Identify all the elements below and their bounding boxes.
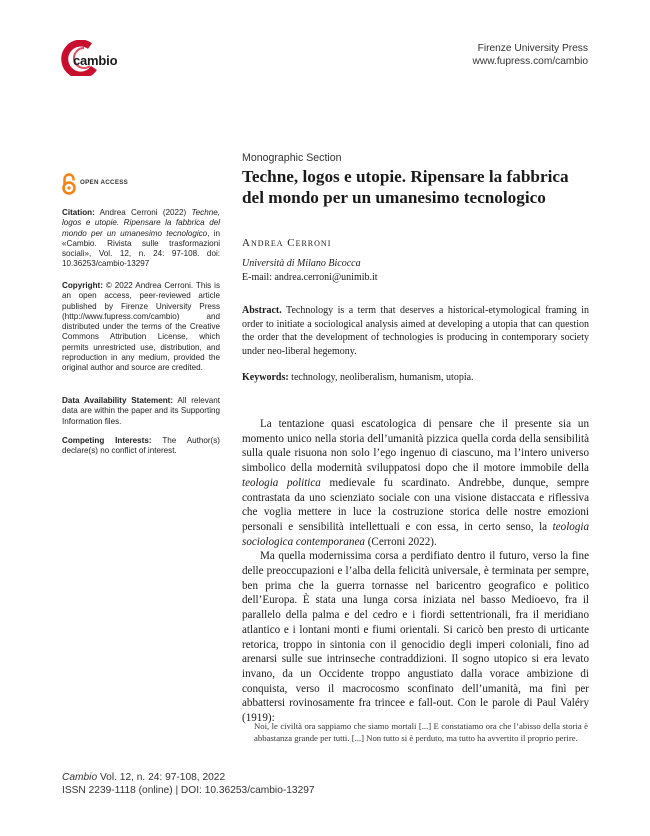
paragraph-italic: teologia sociologica contemporanea: [242, 520, 589, 548]
section-label: Monographic Section: [242, 152, 342, 164]
block-quote: Noi, le civiltà ora sappiamo che siamo mortali [...] E constatiamo ora che l’abisso della storia è abbastanza grande per tutti. [...] Non tutto si è perduto, ma tutto ha avvertito il proprio perire.: [254, 721, 588, 743]
footer-volume: Vol. 12, n. 24: 97-108, 2022: [99, 772, 226, 783]
author-affiliation: Università di Milano Bicocca: [242, 258, 361, 269]
data-availability-text: All relevant data are within the paper and its Supporting Information files.: [62, 396, 220, 426]
paragraph: [242, 417, 589, 549]
citation-rest: , in «Cambio. Rivista sulle trasformazioni sociali», Vol. 12, n. 24: 97-108. doi: 10.36253/cambio-13297: [62, 228, 220, 269]
data-availability-label: Data Availability Statement:: [62, 396, 174, 405]
citation-author: Andrea Cerroni (2022): [99, 208, 187, 217]
logo-wordmark: cambio: [73, 53, 118, 68]
data-availability-block: [62, 396, 220, 427]
competing-interests-text: The Author(s) declare(s) no conflict of interest.: [62, 436, 220, 456]
abstract-label: Abstract.: [242, 305, 282, 316]
keywords-label: Keywords:: [242, 372, 289, 383]
author-email[interactable]: E-mail: andrea.cerroni@unimib.it: [242, 272, 378, 283]
footer-journal: Cambio: [62, 772, 98, 783]
citation-block: [62, 208, 220, 270]
keywords-text: technology, neoliberalism, humanism, utopia.: [291, 372, 474, 383]
publisher-url[interactable]: www.fupress.com/cambio: [472, 56, 588, 67]
citation-title: Techne, logos e utopie. Ripensare la fabbrica del mondo per un umanesimo tecnologico: [62, 208, 220, 238]
footer-issn: ISSN 2239-1118 (online) | DOI: 10.36253/cambio-13297: [62, 785, 315, 796]
copyright-block: [62, 281, 220, 374]
paragraph-text: (Cerroni 2022).: [367, 535, 437, 548]
publisher-info: [473, 42, 589, 68]
article-title: Techne, logos e utopie. Ripensare la fabbrica del mondo per un umanesimo tecnologico: [242, 167, 569, 207]
publisher-name: Firenze University Press: [477, 43, 588, 54]
citation-label: Citation:: [62, 208, 95, 217]
paragraph: Ma quella modernissima corsa a perdifiato dentro il futuro, verso la fine delle preoccupazioni e l’alba della felicità universale, è terminata per sempre, ben prima che la guerra tornasse nel baricentro geografico e politico dell’Europa. È stata una lunga corsa iniziata nel basso Medioevo, fra il parallelo della palma e del cedro e i fiordi settentrionali, fra il meridiano atlantico e i lontani monti e fiumi orientali. Si caricò ben presto di urticante retorica, troppo in sintonia con il genocidio degli imperi coloniali, fino ad arenarsi sulle sue intrinseche contraddizioni. Il sogno utopico si era levato invano, da un Occidente troppo angustiato dalla vorace ambizione di conquista, verso il macrocosmo sconfinato dell’umanità, ma finì per abbattersi rovinosamente fra trincee e fall-out. Con le parole di Paul Valéry (1919):: [242, 550, 589, 725]
paragraph-text: medievale fu scardinato. Andrebbe, dunque, sempre contrastata da uno scienziato sociale con una visione distaccata e riflessiva che voglia mettere in luce la costruzione storica delle nostre emozioni personali e sensibilità intellettuali e con essa, in certo senso, la: [242, 476, 589, 533]
abstract-text: Technology is a term that deserves a historical-etymological framing in order to initiate a sociological analysis aimed at developing a utopia that can question the order that the development of technologies is producing in contemporary society under neo-liberal hegemony.: [242, 305, 589, 357]
competing-interests-label: Competing Interests:: [62, 436, 152, 445]
footer: [62, 771, 315, 797]
open-access-label: OPEN ACCESS: [80, 179, 129, 186]
paragraph-italic: teologia politica: [242, 476, 321, 489]
paragraph-text: La tentazione quasi escatologica di pensare che il presente sia un momento unico nella storia dell’umanità pizzica quella corda della sensibilità sulla quale risuona non solo l’ego ingenuo di ciascuno, ma l’intero universo simbolico della modernità sviluppatosi dopo che il motore immobile della: [242, 418, 589, 475]
competing-interests-block: [62, 436, 220, 457]
article-body: [242, 417, 589, 726]
abstract: [242, 304, 589, 358]
author-name: Andrea Cerroni: [242, 237, 332, 249]
copyright-text: © 2022 Andrea Cerroni. This is an open access, peer-reviewed article published by Firenze University Press (http://www.fupress.com/cambio) and distributed under the terms of the Creative Commons Attribution License, which permits unrestricted use, distribution, and reproduction in any medium, provided the original author and source are credited.: [62, 281, 221, 373]
keywords: [242, 371, 589, 385]
copyright-label: Copyright:: [62, 281, 103, 290]
